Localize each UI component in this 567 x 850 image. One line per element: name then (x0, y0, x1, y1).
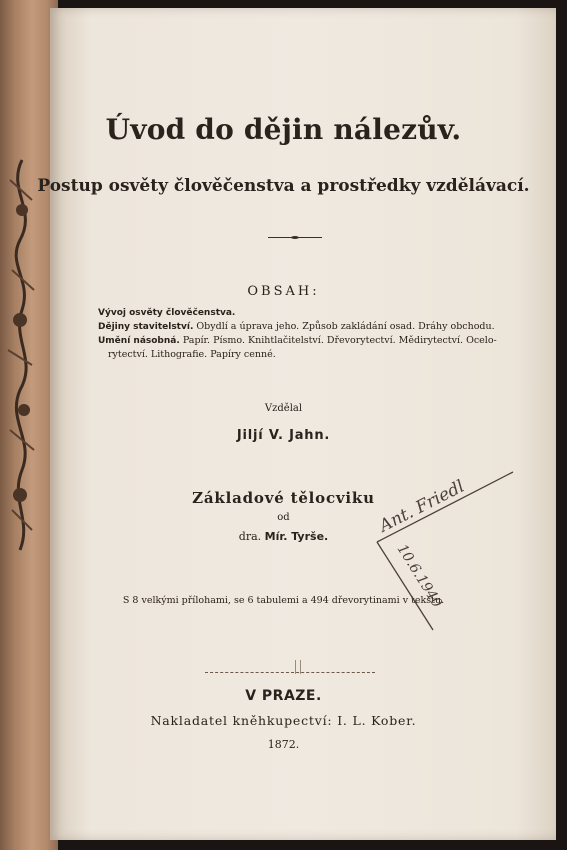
contents-item-continuation: rytectví. Lithografie. Papíry cenné. (108, 349, 276, 360)
divider-line (205, 672, 375, 674)
supplement-author: dra. Mír. Tyrše. (238, 530, 329, 543)
book-subtitle: Postup osvěty člověčenstva a prostředky vzdělávací. (37, 176, 530, 196)
handwritten-name: Ant. Friedl (376, 476, 468, 537)
plates-note: S 8 velkými přílohami, se 6 tabulemi a 494 dřevorytinami v tekstu. (122, 595, 445, 606)
supplement-by: od (277, 512, 290, 523)
handwritten-owner-signature (375, 470, 515, 635)
contents-item: Umění násobná. Papír. Písmo. Knihtlačitelství. Dřevorytectví. Mědirytectví. Ocelo- (98, 335, 497, 346)
contents-item: Dějiny stavitelství. Obydlí a úprava jeho. Způsob zakládání osad. Dráhy obchodu. (98, 321, 495, 332)
author-name: Jiljí V. Jahn. (236, 428, 331, 443)
handwritten-date: 10.6.1940 (393, 541, 445, 611)
contents-list (98, 306, 518, 361)
author-intro: Vzdělal (264, 403, 303, 414)
publication-place: V PRAZE. (245, 688, 322, 704)
ornamental-divider-icon (268, 236, 322, 239)
publisher-line: Nakladatel kněhkupectví: I. L. Kober. (150, 713, 417, 728)
contents-heading: OBSAH: (247, 284, 320, 299)
book-title: Úvod do dějin nálezův. (105, 113, 462, 146)
publication-year: 1872. (267, 738, 300, 751)
contents-item: Vývoj osvěty člověčenstva. (98, 308, 236, 318)
supplement-title: Základové tělocviku (192, 489, 375, 507)
